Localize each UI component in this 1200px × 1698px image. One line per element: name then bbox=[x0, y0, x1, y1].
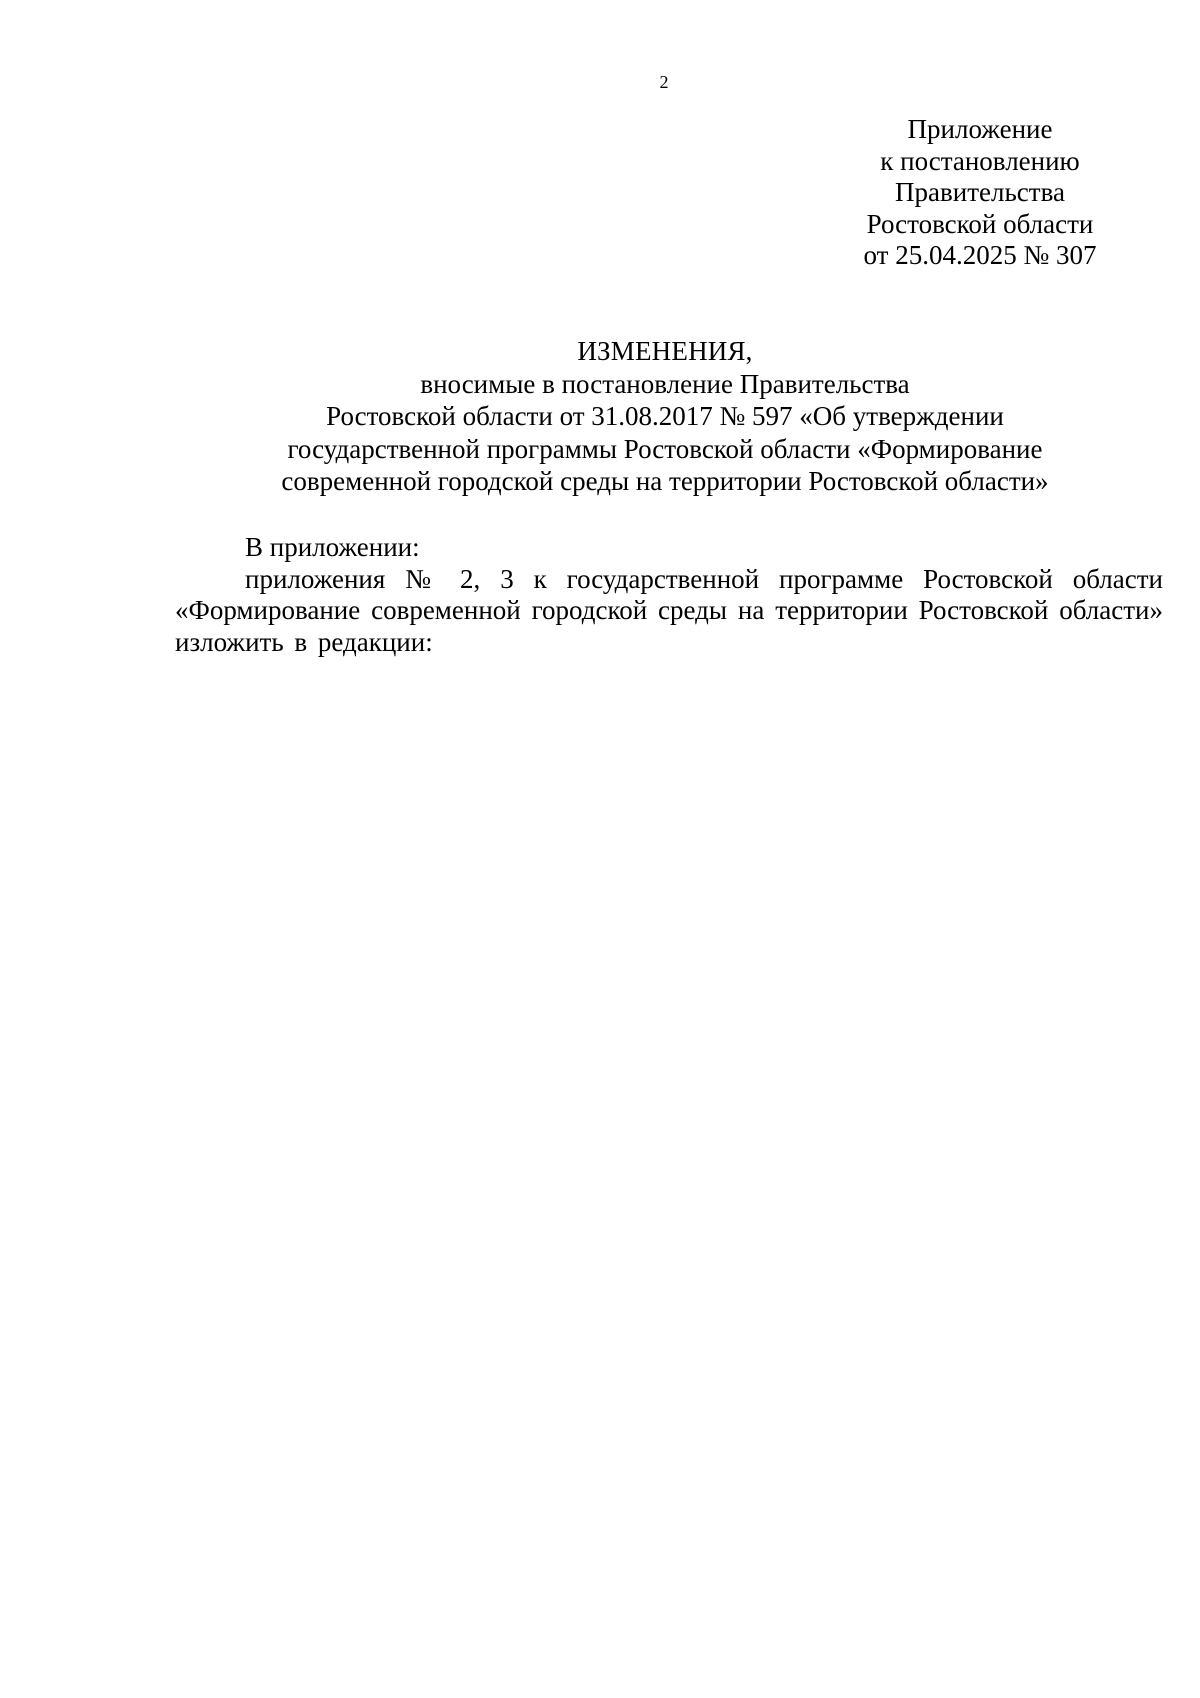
annex-line-region: Ростовской области bbox=[866, 208, 1094, 239]
annex-line-title: Приложение bbox=[907, 114, 1053, 144]
annex-line-government: Правительства bbox=[895, 177, 1065, 207]
annex-line-resolution: к постановлению bbox=[880, 145, 1080, 176]
title-line: государственной программы Ростовской области «Формирование bbox=[287, 433, 1043, 464]
document-title bbox=[160, 335, 1170, 498]
page-number: 2 bbox=[659, 72, 669, 92]
document-body bbox=[175, 532, 1163, 658]
title-line: вносимые в постановление Правительства bbox=[420, 368, 910, 399]
annex-line-date-number: от 25.04.2025 № 307 bbox=[863, 240, 1097, 270]
title-line: современной городской среды на территории Ростовской области» bbox=[281, 466, 1049, 496]
title-heading: ИЗМЕНЕНИЯ, bbox=[577, 336, 753, 366]
body-intro: В приложении: bbox=[245, 532, 420, 562]
body-paragraph: приложения № 2, 3 к государственной программе Ростовской области «Формирование современной городской среды на территории Ростовской области» изложить в редакции: bbox=[175, 563, 1163, 657]
annex-block bbox=[830, 114, 1130, 272]
title-line: Ростовской области от 31.08.2017 № 597 «Об утверждении bbox=[326, 401, 1004, 431]
